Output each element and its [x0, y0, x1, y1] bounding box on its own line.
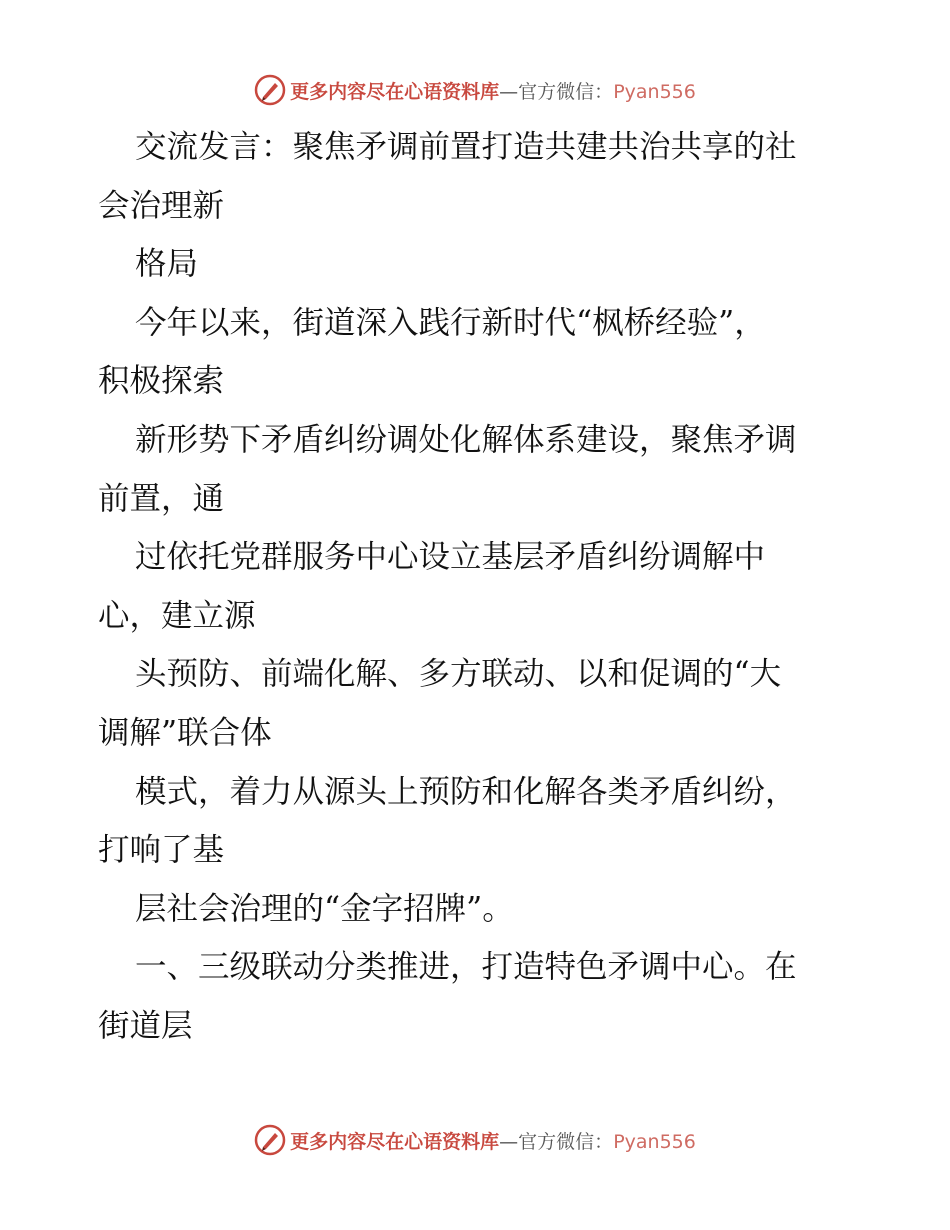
watermark-brand-text: 更多内容尽在心语资料库 — [290, 1130, 500, 1153]
text-line: 今年以来，街道深入践行新时代“枫桥经验”， — [135, 304, 766, 341]
text-line: 模式，着力从源头上预防和化解各类矛盾纠纷， — [135, 773, 797, 810]
text-line: 前置，通 — [98, 480, 225, 517]
text-line: 街道层 — [98, 1007, 193, 1044]
text-line: 会治理新 — [98, 187, 225, 224]
pen-seal-icon — [254, 74, 286, 106]
watermark-label: 官方微信： — [518, 1130, 614, 1153]
text-line: 头预防、前端化解、多方联动、以和促调的“大 — [135, 656, 782, 693]
text-line: 积极探索 — [98, 363, 225, 400]
watermark-brand-text: 更多内容尽在心语资料库 — [290, 80, 500, 103]
watermark-wechat-id: Pyan556 — [613, 1130, 696, 1153]
watermark-dash: — — [499, 80, 519, 103]
pen-seal-icon — [254, 1124, 286, 1156]
document-body — [98, 118, 878, 1056]
text-line: 打响了基 — [98, 832, 225, 869]
text-line: 层社会治理的“金字招牌”。 — [135, 890, 514, 927]
header-watermark — [0, 70, 950, 110]
text-line: 心，建立源 — [98, 597, 256, 634]
text-line: 一、三级联动分类推进，打造特色矛调中心。在 — [135, 949, 797, 986]
watermark-wechat-id: Pyan556 — [613, 80, 696, 103]
watermark-dash: — — [499, 1130, 519, 1153]
watermark-label: 官方微信： — [518, 80, 614, 103]
text-line: 新形势下矛盾纠纷调处化解体系建设，聚焦矛调 — [135, 421, 797, 458]
text-line: 格局 — [135, 246, 199, 283]
text-line: 交流发言：聚焦矛调前置打造共建共治共享的社 — [135, 129, 797, 165]
footer-watermark — [0, 1120, 950, 1160]
text-line: 调解”联合体 — [98, 714, 272, 751]
text-line: 过依托党群服务中心设立基层矛盾纠纷调解中 — [135, 539, 766, 576]
